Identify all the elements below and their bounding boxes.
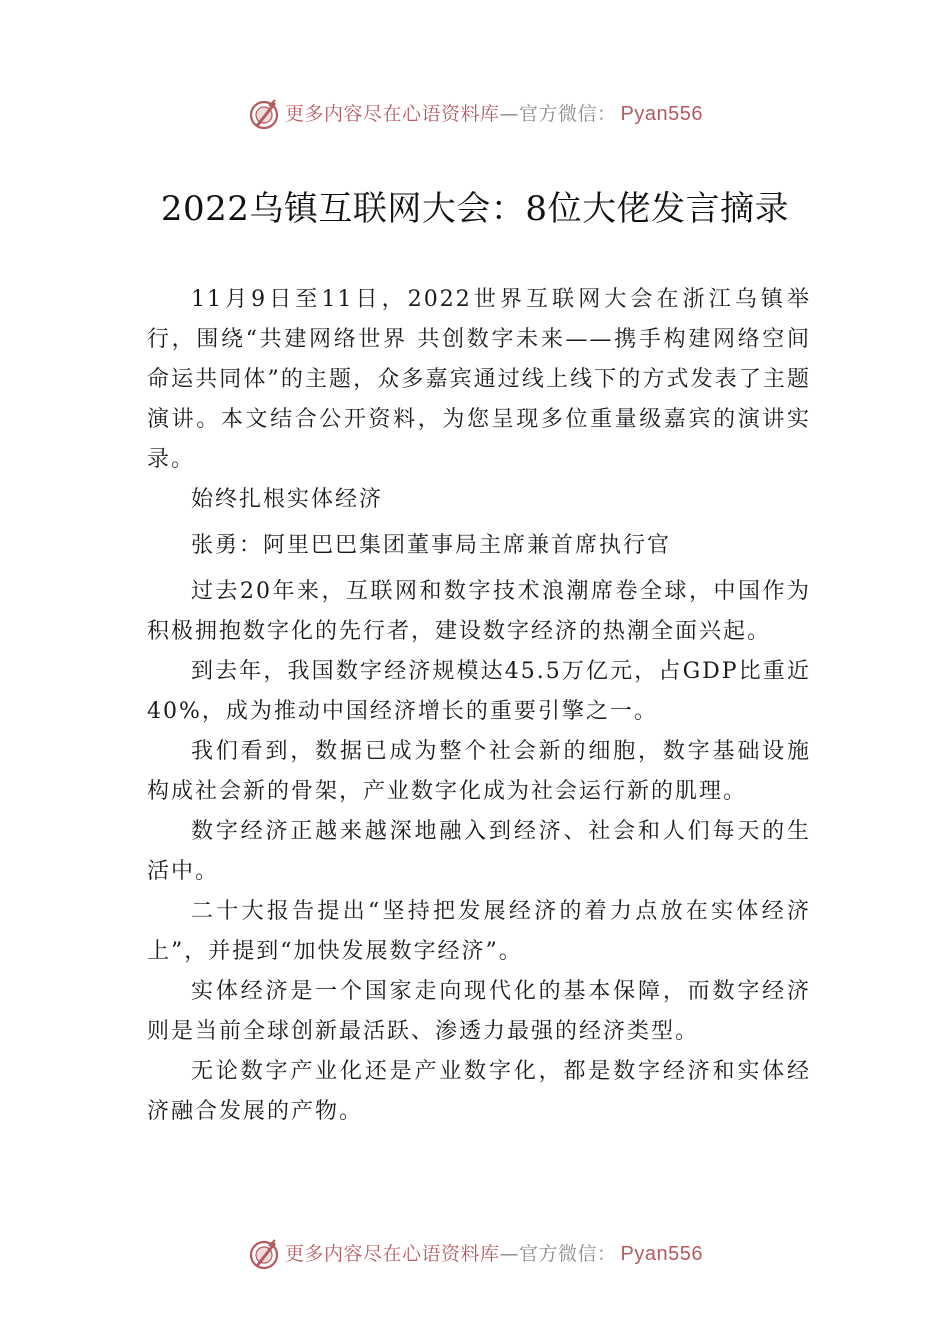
quill-seal-icon [247, 1237, 281, 1271]
watermark-brand: 更多内容尽在心语资料库 [285, 1243, 500, 1265]
watermark-brand: 更多内容尽在心语资料库 [285, 103, 500, 125]
speaker-line: 张勇：阿里巴巴集团董事局主席兼首席执行官 [191, 533, 672, 558]
paragraph: 到去年，我国数字经济规模达45.5万亿元，占GDP比重近40%，成为推动中国经济增长的重要引擎之一。 [147, 659, 811, 724]
paragraph: 无论数字产业化还是产业数字化，都是数字经济和实体经济融合发展的产物。 [147, 1059, 811, 1124]
watermark-wechat-label: 官方微信： [519, 103, 617, 125]
document-body [147, 280, 811, 1132]
paragraph: 二十大报告提出“坚持把发展经济的着力点放在实体经济上”，并提到“加快发展数字经济”。 [147, 899, 811, 964]
watermark-wechat-id: Pyan556 [620, 1243, 703, 1265]
quill-seal-icon [247, 97, 281, 131]
watermark-wechat-label: 官方微信： [519, 1243, 617, 1265]
watermark-separator: — [499, 1243, 520, 1265]
paragraph: 我们看到，数据已成为整个社会新的细胞，数字基础设施构成社会新的骨架，产业数字化成为社会运行新的肌理。 [147, 739, 811, 804]
paragraph: 数字经济正越来越深地融入到经济、社会和人们每天的生活中。 [147, 819, 811, 884]
section-heading: 始终扎根实体经济 [191, 487, 384, 512]
watermark-separator: — [499, 103, 520, 125]
document-title: 2022乌镇互联网大会：8位大佬发言摘录 [160, 189, 790, 229]
paragraph: 实体经济是一个国家走向现代化的基本保障，而数字经济则是当前全球创新最活跃、渗透力最强的经济类型。 [147, 979, 811, 1044]
footer-watermark [0, 1237, 950, 1271]
paragraph: 过去20年来，互联网和数字技术浪潮席卷全球，中国作为积极拥抱数字化的先行者，建设数字经济的热潮全面兴起。 [147, 579, 811, 644]
watermark-wechat-id: Pyan556 [620, 103, 703, 125]
paragraph-intro: 11月9日至11日，2022世界互联网大会在浙江乌镇举行，围绕“共建网络世界 共创数字未来——携手构建网络空间命运共同体”的主题，众多嘉宾通过线上线下的方式发表了主题演讲。本文结合公开资料，为您呈现多位重量级嘉宾的演讲实录。 [147, 287, 811, 472]
header-watermark [0, 97, 950, 131]
